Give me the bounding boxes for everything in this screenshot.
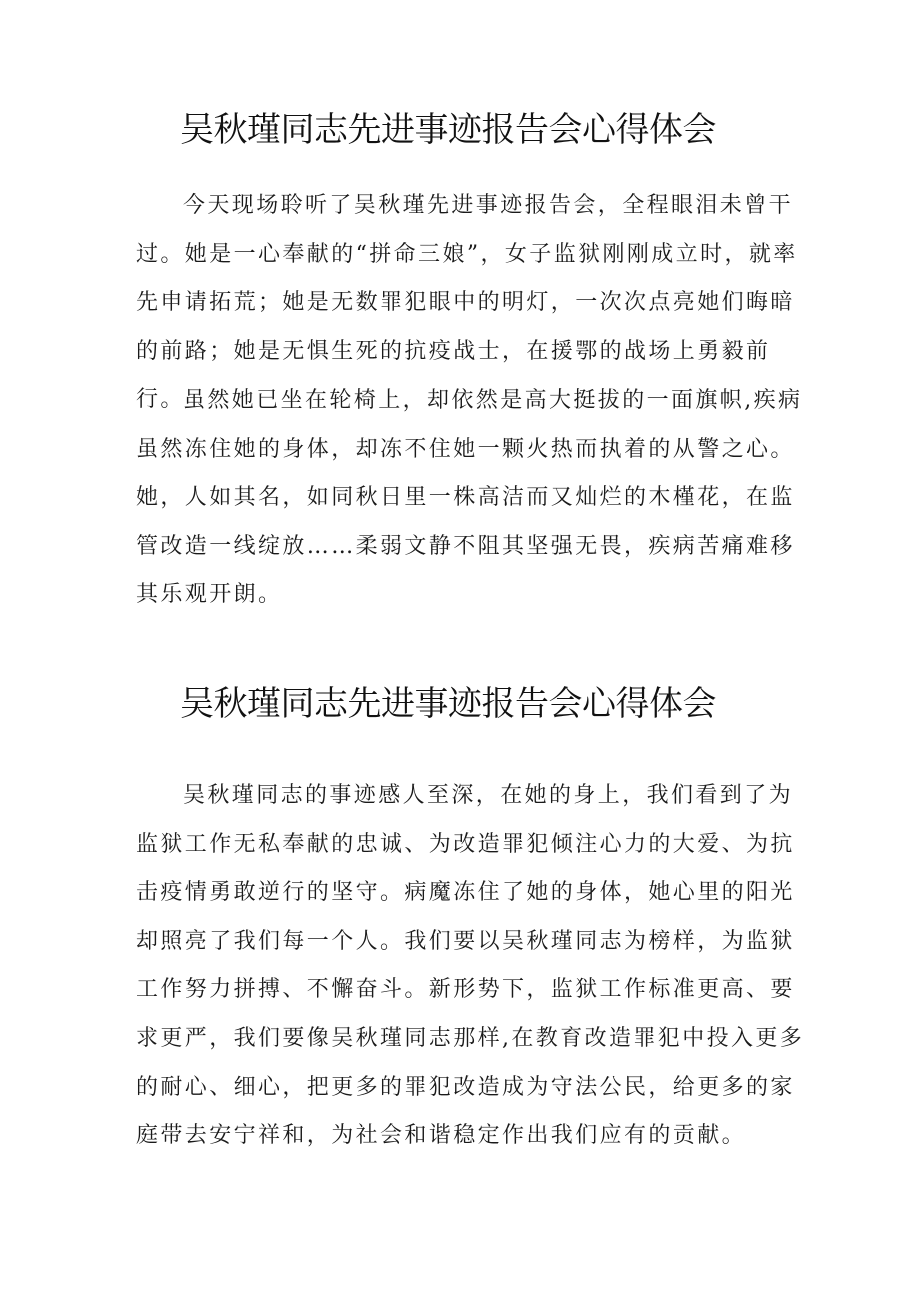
section-2-title: 吴秋瑾同志先进事迹报告会心得体会 <box>180 684 716 724</box>
section-1-paragraph-2: 虽然她已坐在轮椅上，却依然是高大挺拔的一面旗帜,疾病虽然冻住她的身体，却冻不住她一颗火热而执着的从警之心。她，人如其名，如同秋日里一株高洁而又灿烂的木槿花，在监管改造一线绽放……柔弱文静不阻其坚强无畏，疾病苦痛难移其乐观开朗。 <box>136 388 803 608</box>
section-2-paragraph-1: 吴秋瑾同志的事迹感人至深，在她的身上，我们看到了为监狱工作无私奉献的忠诚、为改造罪犯倾注心力的大爱、为抗击疫情勇敢逆行的坚守。病魔冻住了她的身体，她心里的阳光却照亮了我们每一个人。我们要以吴秋瑾同志为榜样，为监狱工作努力拼搏、不懈奋斗。新形势下，监狱工作标准更高、要求更严，我们要像吴秋瑾同志那样,在教育改造罪犯中投入更多的耐心、细心，把更多的罪犯改造成为守法公民，给更多的家庭带去安宁祥和，为社会和谐稳定作出我们应有的贡献。 <box>136 783 805 1149</box>
section-1-title: 吴秋瑾同志先进事迹报告会心得体会 <box>180 110 716 150</box>
section-1-paragraph-1: 今天现场聆听了吴秋瑾先进事迹报告会，全程眼泪未曾干过。她是一心奉献的“拼命三娘”，女子监狱刚刚成立时，就率先申请拓荒；她是无数罪犯眼中的明灯，一次次点亮她们晦暗的前路；她是无惧生死的抗疫战士，在援鄂的战场上勇毅前行。 <box>136 193 798 413</box>
